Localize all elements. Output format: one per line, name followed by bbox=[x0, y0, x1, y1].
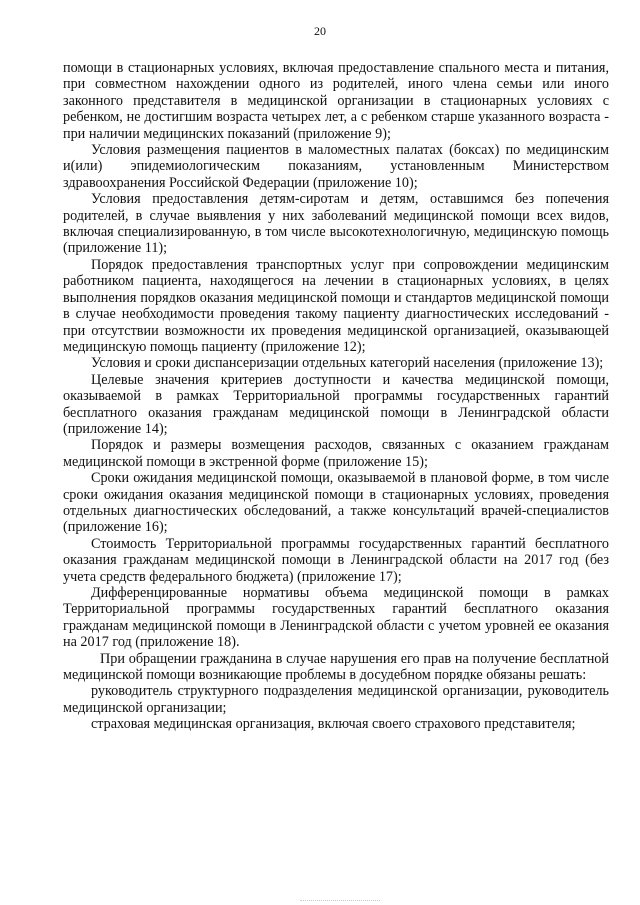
paragraph-quality-criteria: Целевые значения критериев доступности и качества медицинской помощи, оказываемой в рамках Территориальной программы государственных гарантий бесплатного оказания гражданам медицинской помощи в Ленинградской области (приложение 14); bbox=[63, 371, 609, 437]
paragraph-program-cost: Стоимость Территориальной программы государственных гарантий бесплатного оказания гражданам медицинской помощи в Ленинградской области на 2017 год (без учета средств федерального бюджета) (приложение 17); bbox=[63, 535, 609, 585]
page-number: 20 bbox=[314, 24, 326, 38]
document-body bbox=[63, 60, 609, 733]
paragraph-dispensarization: Условия и сроки диспансеризации отдельных категорий населения (приложение 13); bbox=[91, 355, 604, 372]
paragraph-insurance-organization: страховая медицинская организация, включая своего страхового представителя; bbox=[91, 716, 576, 733]
paragraph-inpatient-conditions: помощи в стационарных условиях, включая предоставление спального места и питания, при совместном нахождении одного из родителей, иного члена семьи или иного законного представителя в медицинской организации в стационарных условиях с ребенком, не достигшим возраста четырех лет, а с ребенком старше указанного возраста - при наличии медицинских показаний (приложение 9); bbox=[63, 60, 609, 142]
paragraph-citizen-rights: При обращении гражданина в случае нарушения его прав на получение бесплатной медицинской помощи возникающие проблемы в досудебном порядке обязаны решать: bbox=[63, 650, 609, 684]
paragraph-orphans-care: Условия предоставления детям-сиротам и детям, оставшимся без попечения родителей, в случае выявления у них заболеваний медицинской помощи всех видов, включая специализированную, в том числе высокотехнологичную, медицинскую помощь (приложение 11); bbox=[63, 191, 609, 257]
paragraph-small-wards: Условия размещения пациентов в маломестных палатах (боксах) по медицинским и(или) эпидемиологическим показаниям, установленным Министерством здравоохранения Российской Федерации (приложение 10); bbox=[63, 142, 609, 191]
paragraph-volume-norms: Дифференцированные нормативы объема медицинской помощи в рамках Территориальной программы государственных гарантий бесплатного оказания гражданам медицинской помощи в Ленинградской области с учетом уровней ее оказания на 2017 год (приложение 18). bbox=[63, 585, 609, 651]
scan-artifact-line bbox=[300, 900, 380, 903]
paragraph-waiting-times: Сроки ожидания медицинской помощи, оказываемой в плановой форме, в том числе сроки ожидания оказания медицинской помощи в стационарных условиях, проведения отдельных диагностических обследований, а также консультаций врачей-специалистов (приложение 16); bbox=[63, 470, 609, 536]
paragraph-emergency-reimbursement: Порядок и размеры возмещения расходов, связанных с оказанием гражданам медицинской помощи в экстренной форме (приложение 15); bbox=[63, 437, 609, 470]
paragraph-transport-services: Порядок предоставления транспортных услуг при сопровождении медицинским работником пациента, находящегося на лечении в стационарных условиях, в целях выполнения порядков оказания медицинской помощи и стандартов медицинской помощи в случае необходимости проведения такому пациенту диагностических исследований - при отсутствии возможности их проведения медицинской организацией, оказывающей медицинскую помощь пациенту (приложение 12); bbox=[63, 256, 609, 355]
paragraph-unit-head: руководитель структурного подразделения медицинской организации, руководитель медицинской организации; bbox=[63, 683, 609, 716]
